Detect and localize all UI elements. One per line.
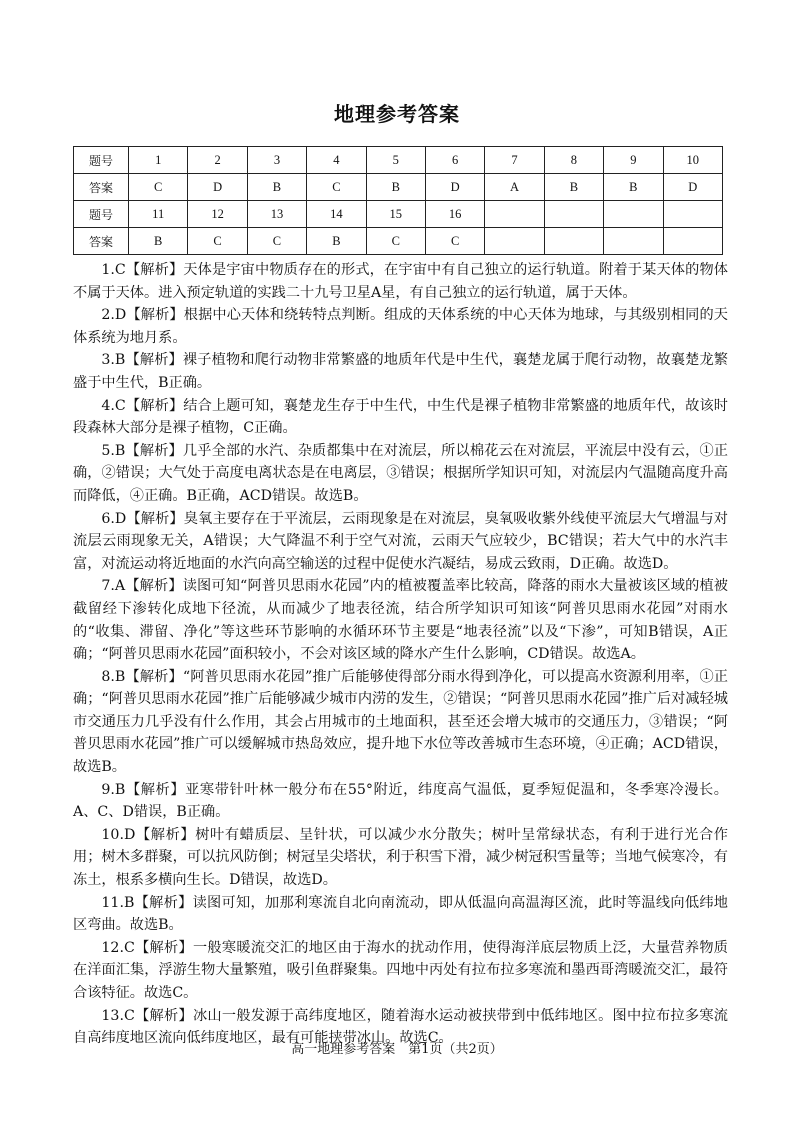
table-row (74, 201, 723, 228)
table-cell: B (129, 228, 188, 255)
explanation-paragraph: 7.A【解析】读图可知“阿普贝思雨水花园”内的植被覆盖率比较高，降落的雨水大量被该区域的植被截留经下渗转化成地下径流，从而减少了地表径流，结合所学知识可知该“阿普贝思雨水花园”对雨水的“收集、滞留、净化”等这些环节影响的水循环环节主要是“地表径流”以及“下渗”，可知B错误，A正确；“阿普贝思雨水花园”面积较小，不会对该区域的降水产生什么影响，CD错误。故选A。 (73, 578, 728, 663)
table-cell: B (366, 174, 425, 201)
explanations (73, 259, 728, 1050)
table-cell: 11 (129, 201, 188, 228)
table-cell: B (247, 174, 306, 201)
table-cell: D (425, 174, 484, 201)
table-cell: 7 (485, 147, 544, 174)
table-cell: 8 (544, 147, 603, 174)
table-cell (544, 228, 603, 255)
table-cell: C (307, 174, 366, 201)
table-row (74, 228, 723, 255)
answer-table (73, 146, 723, 255)
table-cell: 4 (307, 147, 366, 174)
table-cell: B (604, 174, 663, 201)
table-cell: D (663, 174, 722, 201)
explanation-paragraph: 9.B【解析】亚寒带针叶林一般分布在55°附近，纬度高气温低，夏季短促温和，冬季寒冷漫长。A、C、D错误，B正确。 (73, 781, 728, 821)
table-cell: 1 (129, 147, 188, 174)
table-cell: 12 (188, 201, 247, 228)
table-cell: A (485, 174, 544, 201)
explanation-paragraph: 4.C【解析】结合上题可知，襄楚龙生存于中生代，中生代是裸子植物非常繁盛的地质年代，故该时段森林大部分是裸子植物，C正确。 (73, 397, 728, 437)
table-row (74, 147, 723, 174)
table-cell: 13 (247, 201, 306, 228)
table-cell: 15 (366, 201, 425, 228)
table-cell (485, 228, 544, 255)
table-cell (663, 228, 722, 255)
table-cell: 3 (247, 147, 306, 174)
explanation-paragraph: 13.C【解析】冰山一般发源于高纬度地区，随着海水运动被挟带到中低纬地区。图中拉布拉多寒流自高纬度地区流向低纬度地区，最有可能挟带冰山。故选C。 (73, 1007, 728, 1047)
table-cell: C (247, 228, 306, 255)
explanation-paragraph: 6.D【解析】臭氧主要存在于平流层，云雨现象是在对流层，臭氧吸收紫外线使平流层大气增温与对流层云雨现象无关，A错误；大气降温不利于空气对流，云雨天气应较少，BC错误；若大气中的水汽丰富，对流运动将近地面的水汽向高空输送的过程中促使水汽凝结，易成云致雨，D正确。故选D。 (73, 510, 728, 572)
table-cell: D (188, 174, 247, 201)
table-cell (663, 201, 722, 228)
explanation-paragraph: 8.B【解析】“阿普贝思雨水花园”推广后能够使得部分雨水得到净化，可以提高水资源利用率，①正确；“阿普贝思雨水花园”推广后能够减少城市内涝的发生，②错误；“阿普贝思雨水花园”推广后对减轻城市交通压力几乎没有什么作用，其会占用城市的土地面积，甚至还会增大城市的交通压力，③错误；“阿普贝思雨水花园”推广可以缓解城市热岛效应，提升地下水位等改善城市生态环境，④正确；ACD错误，故选B。 (73, 668, 728, 776)
row-label: 题号 (74, 201, 129, 228)
explanation-paragraph: 3.B【解析】裸子植物和爬行动物非常繁盛的地质年代是中生代，襄楚龙属于爬行动物，故襄楚龙繁盛于中生代，B正确。 (73, 352, 728, 391)
page-footer: 高一地理参考答案 第1页（共2页） (291, 1042, 503, 1057)
explanation-paragraph: 11.B【解析】读图可知，加那利寒流自北向南流动，即从低温向高温海区流，此时等温线向低纬地区弯曲。故选B。 (73, 894, 728, 934)
table-cell: C (366, 228, 425, 255)
explanation-paragraph: 5.B【解析】几乎全部的水汽、杂质都集中在对流层，所以棉花云在对流层，平流层中没有云，①正确，②错误；大气处于高度电离状态是在电离层，③错误；根据所学知识可知，对流层内气温随高度升高而降低，④正确。B正确，ACD错误。故选B。 (73, 442, 728, 504)
table-cell: 9 (604, 147, 663, 174)
table-cell: 10 (663, 147, 722, 174)
table-cell: 5 (366, 147, 425, 174)
table-cell (544, 201, 603, 228)
row-label: 题号 (74, 147, 129, 174)
table-cell: C (129, 174, 188, 201)
page-title: 地理参考答案 (334, 102, 460, 126)
table-cell: 14 (307, 201, 366, 228)
table-cell: B (544, 174, 603, 201)
explanation-paragraph: 1.C【解析】天体是宇宙中物质存在的形式，在宇宙中有自己独立的运行轨道。附着于某天体的物体不属于天体。进入预定轨道的实践二十九号卫星A星，有自己独立的运行轨道，属于天体。 (73, 262, 728, 301)
table-cell: 6 (425, 147, 484, 174)
table-cell: C (188, 228, 247, 255)
table-cell (604, 228, 663, 255)
table-cell: 2 (188, 147, 247, 174)
explanation-paragraph: 10.D【解析】树叶有蜡质层、呈针状，可以减少水分散失；树叶呈常绿状态，有利于进行光合作用；树木多群聚，可以抗风防倒；树冠呈尖塔状，利于积雪下滑，减少树冠积雪量等；当地气候寒冷，有冻土，根系多横向生长。D错误，故选D。 (73, 826, 728, 889)
explanation-paragraph: 12.C【解析】一般寒暖流交汇的地区由于海水的扰动作用，使得海洋底层物质上泛，大量营养物质在洋面汇集，浮游生物大量繁殖，吸引鱼群聚集。四地中丙处有拉布拉多寒流和墨西哥湾暖流交汇，最符合该特征。故选C。 (73, 939, 728, 1001)
table-cell (485, 201, 544, 228)
table-cell (604, 201, 663, 228)
table-cell: C (425, 228, 484, 255)
explanation-paragraph: 2.D【解析】根据中心天体和绕转特点判断。组成的天体系统的中心天体为地球，与其级别相同的天体系统为地月系。 (73, 307, 728, 346)
table-row (74, 174, 723, 201)
row-label: 答案 (74, 174, 129, 201)
table-cell: 16 (425, 201, 484, 228)
row-label: 答案 (74, 228, 129, 255)
table-cell: B (307, 228, 366, 255)
